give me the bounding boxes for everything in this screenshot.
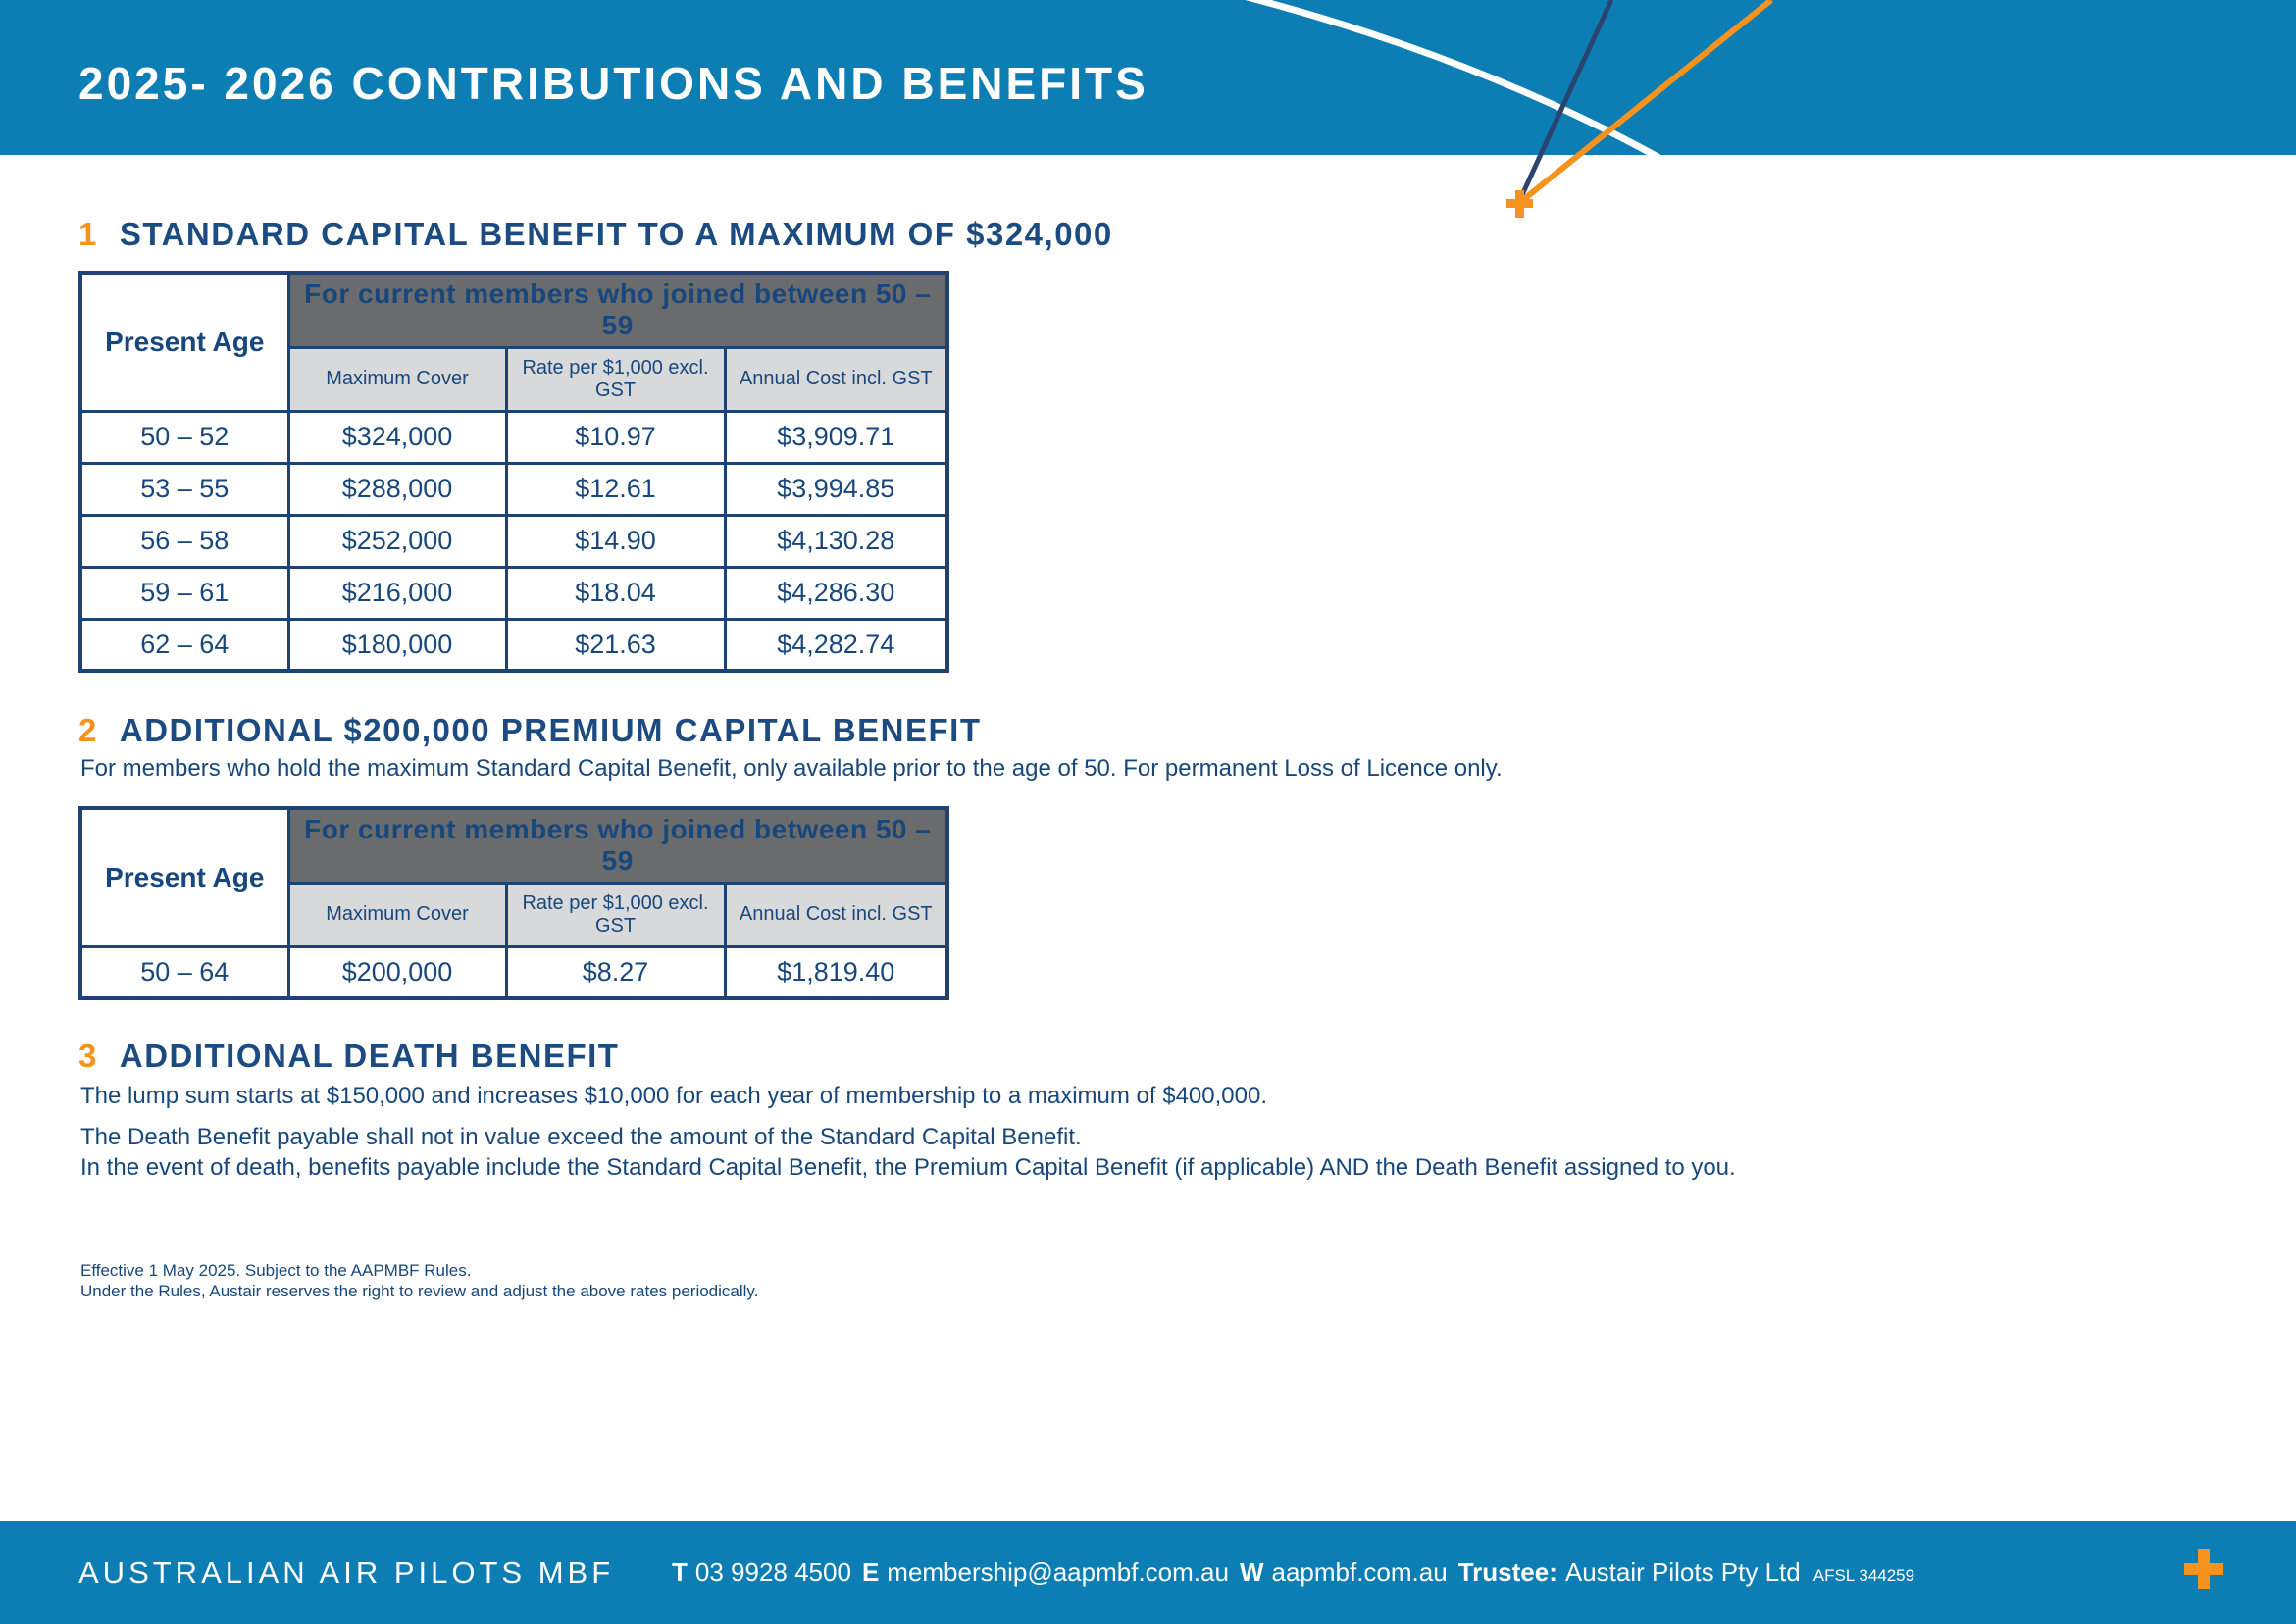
table1-cell: $14.90 [506,515,725,567]
table-row [80,463,947,515]
table-row [80,515,947,567]
table2-column-header: Rate per $1,000 excl. GST [506,883,725,946]
table1-cell: $4,282.74 [725,619,947,671]
table1-corner-header: Present Age [80,273,288,411]
section2-heading-text: ADDITIONAL $200,000 PREMIUM CAPITAL BENEFIT [119,712,982,748]
table-row [80,619,947,671]
web-value: aapmbf.com.au [1271,1557,1448,1587]
section2-heading [78,712,982,749]
table1-cell: $324,000 [288,411,506,463]
email-value: membership@aapmbf.com.au [887,1557,1229,1587]
table-row [80,567,947,619]
table1-cell: $4,286.30 [725,567,947,619]
section3-line: The lump sum starts at $150,000 and increases $10,000 for each year of membership to a maximum of $400,000. [80,1083,1267,1109]
premium-capital-benefit-table [78,806,949,1000]
table2-column-header: Annual Cost incl. GST [725,883,947,946]
table1-cell: $3,994.85 [725,463,947,515]
header-bar [0,0,2296,155]
table1-cell: $216,000 [288,567,506,619]
table1-column-header: Annual Cost incl. GST [725,347,947,411]
footer-contact [672,1521,1914,1624]
section2-number: 2 [78,712,98,748]
organisation-name: AUSTRALIAN AIR PILOTS MBF [78,1554,615,1590]
table1-cell: $180,000 [288,619,506,671]
trustee-value: Austair Pilots Pty Ltd [1564,1557,1801,1587]
section3-number: 3 [78,1038,98,1074]
phone-label: T [672,1557,688,1587]
section1-heading [78,216,1113,253]
footer-bar [0,1521,2296,1624]
table2-corner-header: Present Age [80,808,288,946]
table1-cell: 62 – 64 [80,619,288,671]
table1-cell: $10.97 [506,411,725,463]
table1-cell: 50 – 52 [80,411,288,463]
footnote: Effective 1 May 2025. Subject to the AAPMBF Rules. [80,1261,472,1280]
phone-value: 03 9928 4500 [694,1557,851,1587]
section3-line: In the event of death, benefits payable include the Standard Capital Benefit, the Premium Capital Benefit (if applicable) AND the Death Benefit assigned to you. [80,1154,1736,1181]
page-title: 2025- 2026 CONTRIBUTIONS AND BENEFITS [78,58,1148,109]
section1-number: 1 [78,216,98,252]
table1-column-header: Maximum Cover [288,347,506,411]
trustee-label: Trustee: [1457,1557,1557,1587]
plus-icon [2184,1547,2227,1592]
table2-column-header: Maximum Cover [288,883,506,946]
email-label: E [861,1557,880,1587]
section1-heading-text: STANDARD CAPITAL BENEFIT TO A MAXIMUM OF $324,000 [119,216,1113,252]
table1-cell: 59 – 61 [80,567,288,619]
table1-cell: 56 – 58 [80,515,288,567]
plus-icon [1506,190,1533,218]
table2-cell: $8.27 [506,946,725,998]
footnote: Under the Rules, Austair reserves the right to review and adjust the above rates periodically. [80,1282,759,1300]
table1-column-header: Rate per $1,000 excl. GST [506,347,725,411]
section2-description: For members who hold the maximum Standard Capital Benefit, only available prior to the age of 50. For permanent Loss of Licence only. [80,755,1503,782]
table1-cell: $4,130.28 [725,515,947,567]
standard-capital-benefit-table [78,271,949,673]
afsl-number: AFSL 344259 [1812,1565,1915,1585]
table1-cell: $3,909.71 [725,411,947,463]
section3-heading-text: ADDITIONAL DEATH BENEFIT [119,1038,620,1074]
table1-cell: $288,000 [288,463,506,515]
web-label: W [1239,1557,1264,1587]
table2-cell: $1,819.40 [725,946,947,998]
section3-heading [78,1038,619,1075]
table1-cell: $21.63 [506,619,725,671]
table2-cell: $200,000 [288,946,506,998]
table1-group-header: For current members who joined between 50 – 59 [288,273,947,347]
table-row [80,946,947,998]
table2-group-header: For current members who joined between 50 – 59 [288,808,947,883]
table1-cell: $252,000 [288,515,506,567]
table1-cell: $18.04 [506,567,725,619]
table-row [80,411,947,463]
table1-cell: 53 – 55 [80,463,288,515]
table2-cell: 50 – 64 [80,946,288,998]
table1-cell: $12.61 [506,463,725,515]
section3-line: The Death Benefit payable shall not in value exceed the amount of the Standard Capital Benefit. [80,1124,1082,1150]
